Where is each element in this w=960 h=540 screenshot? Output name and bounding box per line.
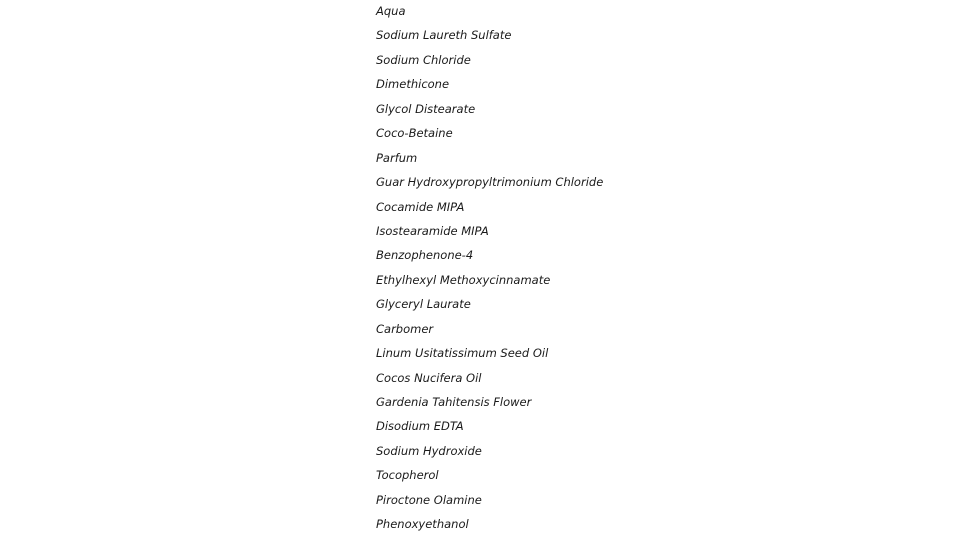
ingredient-item: Gardenia Tahitensis Flower [376,395,532,409]
ingredient-item: Guar Hydroxypropyltrimonium Chloride [376,175,604,190]
ingredient-item: Benzophenone-4 [376,248,474,263]
ingredient-item: Isostearamide MIPA [376,223,489,238]
ingredient-item: Parfum [376,150,418,165]
ingredient-item: Sodium Hydroxide [376,443,482,458]
ingredient-item: Sodium Chloride [376,52,471,67]
ingredient-item: Cocos Nucifera Oil [376,370,482,385]
ingredient-item: Coco-Betaine [376,126,453,141]
ingredient-item: Piroctone Olamine [376,492,482,507]
ingredient-item: Phenoxyethanol [376,517,469,532]
ingredient-item: Disodium EDTA [376,419,464,434]
ingredient-item: Glycol Distearate [376,101,476,116]
ingredient-item: Cocamide MIPA [376,199,465,214]
ingredient-item: Glyceryl Laurate [376,297,471,312]
ingredient-item: Tocopherol [376,468,439,483]
ingredient-item: Carbomer [376,321,434,336]
ingredient-item: Aqua [376,4,406,18]
ingredient-item: Sodium Laureth Sulfate [376,28,512,43]
ingredient-item: Linum Usitatissimum Seed Oil [376,346,549,361]
ingredient-item: Dimethicone [376,77,450,92]
ingredient-list [376,1,603,539]
ingredient-item: Ethylhexyl Methoxycinnamate [376,272,551,287]
